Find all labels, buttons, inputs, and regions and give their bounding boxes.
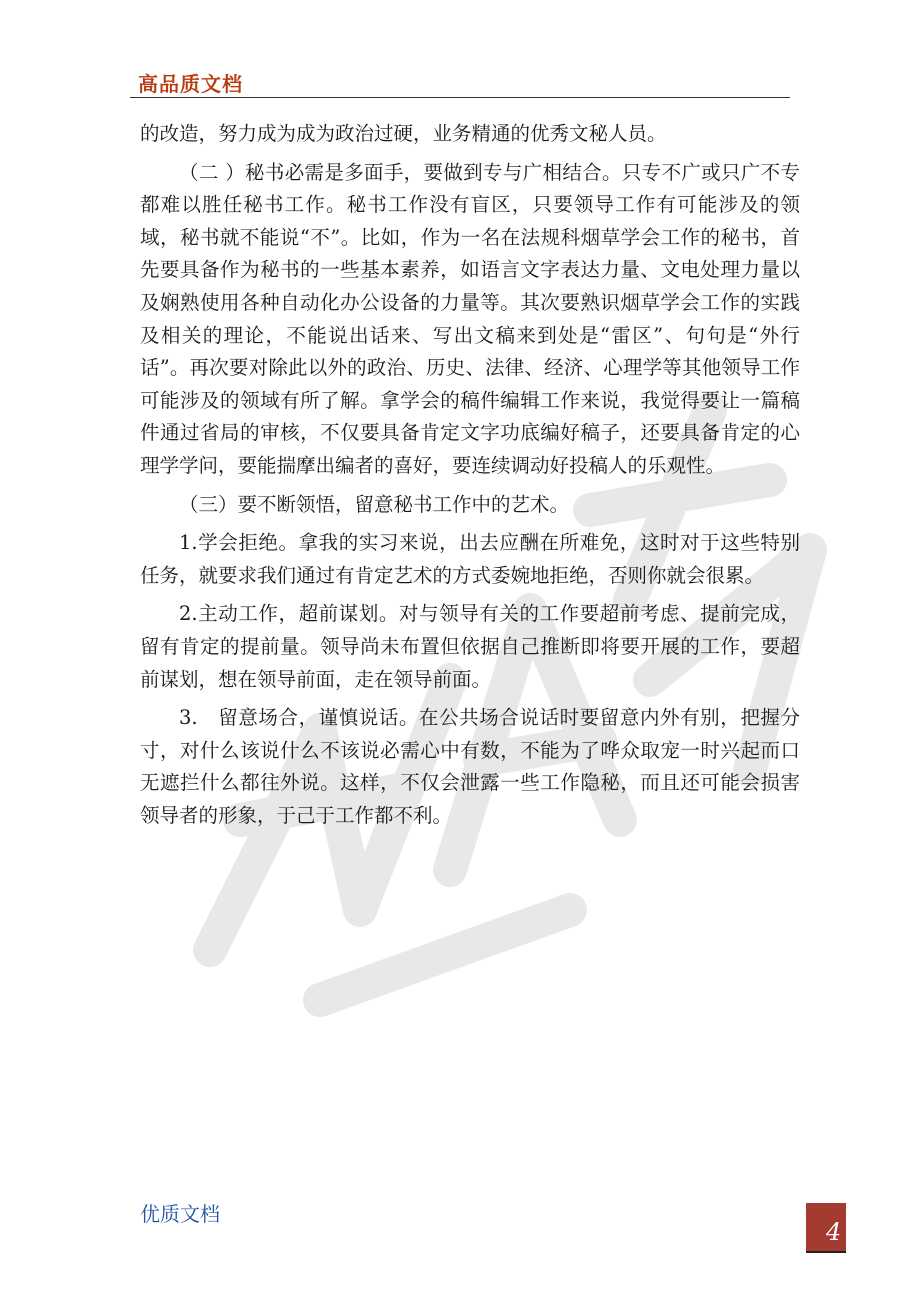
paragraph-continuation: 的改造，努力成为成为政治过硬，业务精通的优秀文秘人员。 [140, 122, 667, 145]
page-number: 4 [826, 1218, 842, 1246]
header-divider [130, 97, 790, 98]
paragraph-item-three: 3. 留意场合，谨慎说话。在公共场合说话时要留意内外有别，把握分寸，对什么该说什么不该说必需心中有数，不能为了哗众取宠一时兴起而口无遮拦什么都往外说。这样，不仅会泄露一些工作隐秘，而且还可能会损害领导者的形象，于己于工作都不利。 [140, 706, 800, 827]
header-title: 高品质文档 [138, 72, 243, 96]
paragraph-section-three-heading: （三）要不断领悟，留意秘书工作中的艺术。 [179, 492, 570, 516]
paragraph-section-two: （二 ）秘书必需是多面手，要做到专与广相结合。只专不广或只广不专都难以胜任秘书工作。秘书工作没有盲区，只要领导工作有可能涉及的领域，秘书就不能说“不”。比如，作为一名在法规科烟草学会工作的秘书，首先要具备作为秘书的一些基本素养，如语言文字表达力量、文电处理力量以及娴熟使用各种自动化办公设备的力量等。其次要熟识烟草学会工作的实践及相关的理论，不能说出话来、写出文稿来到处是“雷区”、句句是“外行话”。再次要对除此以外的政治、历史、法律、经济、心理学等其他领导工作可能涉及的领域有所了解。拿学会的稿件编辑工作来说，我觉得要让一篇稿件通过省局的审核，不仅要具备肯定文字功底编好稿子，还要具备肯定的心理学学问，要能揣摩出编者的喜好，要连续调动好投稿人的乐观性。 [140, 160, 800, 477]
paragraph-item-one: 1.学会拒绝。拿我的实习来说，出去应酬在所难免，这时对于这些特别任务，就要求我们通过有肯定艺术的方式委婉地拒绝，否则你就会很累。 [140, 531, 800, 587]
page-badge-underline [806, 1251, 846, 1253]
paragraph-item-two: 2.主动工作，超前谋划。对与领导有关的工作要超前考虑、提前完成，留有肯定的提前量。领导尚未布置但依据自己推断即将要开展的工作，要超前谋划，想在领导前面，走在领导前面。 [140, 602, 800, 691]
footer-title: 优质文档 [140, 1202, 220, 1226]
document-body [140, 118, 800, 832]
